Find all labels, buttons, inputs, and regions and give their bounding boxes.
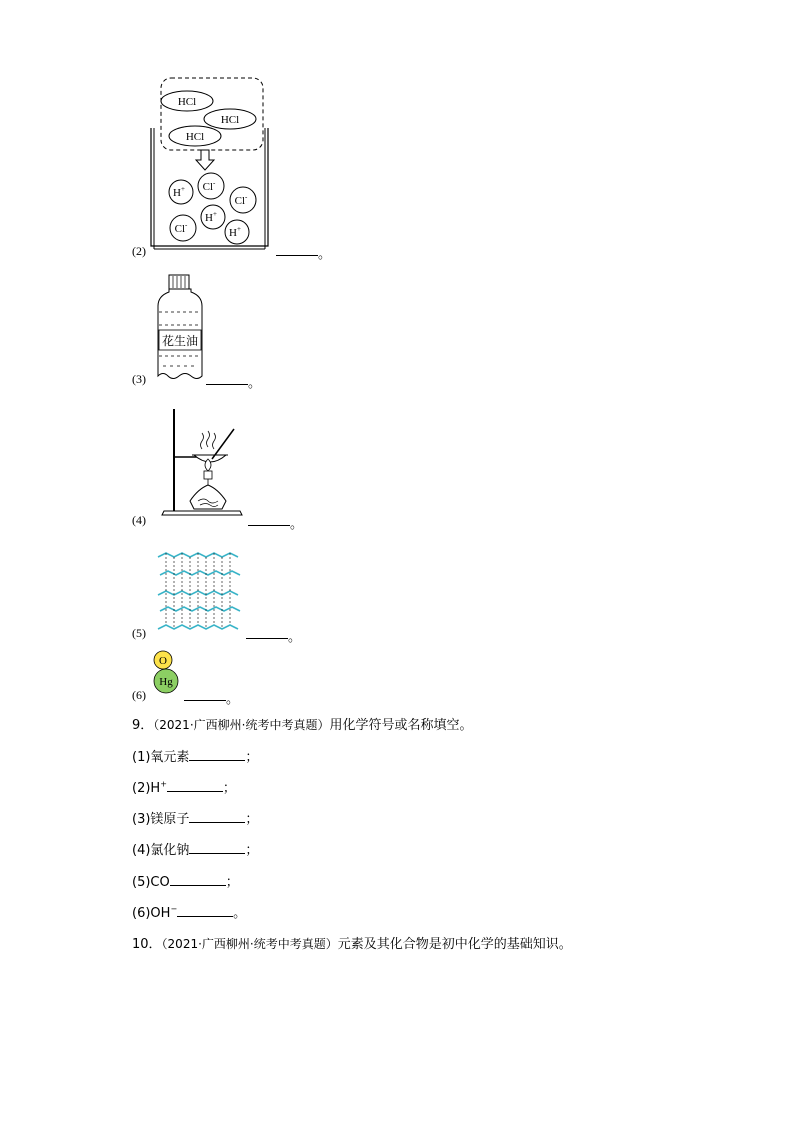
ion-cl xyxy=(170,215,196,241)
atom-hg xyxy=(154,669,178,693)
hcl-molecule-label: HCl xyxy=(185,131,205,143)
bottle-label: 花生油 xyxy=(161,334,199,348)
svg-text:Cl-: Cl- xyxy=(234,193,248,207)
item-label: (2) xyxy=(132,244,146,258)
down-arrow-icon xyxy=(196,150,214,170)
item-label: (3) xyxy=(132,372,146,386)
q9-item: (2)H+ ； xyxy=(132,779,236,796)
answer-blank[interactable] xyxy=(170,875,226,886)
svg-text:Cl-: Cl- xyxy=(174,221,188,235)
answer-blank[interactable] xyxy=(248,516,290,526)
hcl-molecule-label: HCl xyxy=(220,114,240,126)
figure-hcl-beaker xyxy=(145,74,275,258)
item-end-punct: 。 xyxy=(318,247,332,262)
q9-item: (1)氧元素 ； xyxy=(132,750,259,765)
q9-item: (6)OH− 。 xyxy=(132,904,247,921)
question-number: 10． xyxy=(132,937,162,952)
item-label: (4) xyxy=(132,513,146,527)
ion-cl xyxy=(230,187,256,213)
question-text: 用化学符号或名称填空。 xyxy=(329,718,473,733)
figure-graphite-structure xyxy=(154,549,242,635)
svg-text:H+: H+ xyxy=(205,210,217,224)
atom-o xyxy=(154,651,172,669)
hcl-molecule xyxy=(204,109,256,129)
svg-text:H+: H+ xyxy=(173,185,185,199)
hcl-molecule xyxy=(161,91,213,111)
svg-text:Hg: Hg xyxy=(159,676,173,688)
q9-item: (5)CO ； xyxy=(132,875,239,890)
item-end-punct: 。 xyxy=(226,692,240,707)
figure-evaporation-apparatus xyxy=(158,405,244,521)
question-10-stem xyxy=(132,933,572,952)
q9-item: (4)氯化钠 ； xyxy=(132,843,259,858)
q9-item: (3)镁原子 ； xyxy=(132,812,259,827)
ion-h xyxy=(201,205,225,229)
figure-peanut-oil-bottle xyxy=(155,272,205,384)
ion-h xyxy=(225,220,249,244)
svg-text:O: O xyxy=(159,655,167,667)
item-end-punct: 。 xyxy=(248,376,262,391)
answer-blank[interactable] xyxy=(189,750,245,761)
answer-blank[interactable] xyxy=(189,812,245,823)
answer-blank[interactable] xyxy=(276,246,318,256)
item-end-punct: 。 xyxy=(288,630,302,645)
item-end-punct: 。 xyxy=(290,517,304,532)
item-label: (5) xyxy=(132,626,146,640)
hcl-molecule-label: HCl xyxy=(177,96,197,108)
svg-text:Cl-: Cl- xyxy=(202,179,216,193)
question-source: （2021·广西柳州·统考中考真题） xyxy=(153,718,330,732)
question-number: 9． xyxy=(132,718,154,733)
hcl-molecule xyxy=(169,126,221,146)
answer-blank[interactable] xyxy=(189,843,245,854)
question-text: 元素及其化合物是初中化学的基础知识。 xyxy=(337,937,572,952)
figure-hgo-model xyxy=(151,649,183,695)
item-label: (6) xyxy=(132,688,146,702)
ion-h xyxy=(169,180,193,204)
answer-blank[interactable] xyxy=(246,629,288,639)
answer-blank[interactable] xyxy=(184,691,226,701)
answer-blank[interactable] xyxy=(177,906,233,917)
svg-text:H+: H+ xyxy=(229,225,241,239)
answer-blank[interactable] xyxy=(206,375,248,385)
answer-blank[interactable] xyxy=(167,781,223,792)
question-9-stem xyxy=(132,714,472,733)
question-source: （2021·广西柳州·统考中考真题） xyxy=(161,937,338,951)
ion-cl xyxy=(198,173,224,199)
